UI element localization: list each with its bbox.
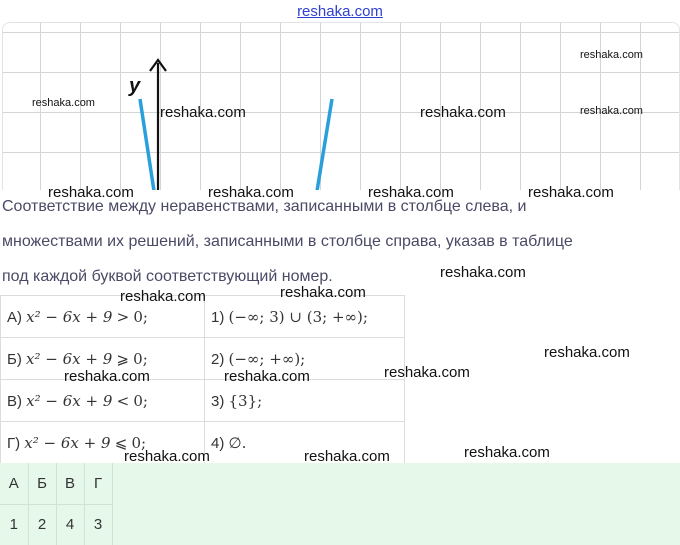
- answer-header-cell: Г: [84, 463, 112, 504]
- answer-value-cell: 1: [0, 504, 28, 545]
- watermark: reshaka.com: [384, 364, 470, 381]
- watermark: reshaka.com: [280, 284, 366, 301]
- graph-panel: [2, 22, 680, 190]
- inequality-sign: <: [116, 391, 130, 410]
- watermark: reshaka.com: [120, 288, 206, 305]
- solution-number: 2): [211, 350, 225, 368]
- parabola-left-branch: [140, 99, 154, 190]
- solution-number: 1): [211, 308, 225, 326]
- inequality-rhs: 0;: [133, 349, 148, 368]
- inequality-rhs: 0;: [131, 433, 147, 452]
- inequality-lhs: x² − 6x + 9: [24, 433, 111, 452]
- site-link[interactable]: reshaka.com: [297, 3, 383, 20]
- watermark: reshaka.com: [32, 97, 95, 109]
- solution-cell: [205, 296, 405, 338]
- watermark: reshaka.com: [420, 104, 506, 121]
- inequality-lhs: x² − 6x + 9: [26, 307, 113, 326]
- answer-header-row: [0, 463, 112, 504]
- task-text-line: множествами их решений, записанными в столбце справа, указав в таблице: [2, 233, 573, 250]
- watermark: reshaka.com: [580, 105, 643, 117]
- parabola-graph: [3, 23, 680, 190]
- solution-number: 4): [211, 434, 225, 452]
- watermark: reshaka.com: [464, 444, 550, 461]
- parabola-right-branch: [317, 99, 332, 190]
- inequality-letter: А): [7, 308, 22, 326]
- inequalities-table: [0, 295, 405, 464]
- inequality-lhs: x² − 6x + 9: [26, 391, 113, 410]
- task-text-line: Соответствие между неравенствами, записанными в столбце слева, и: [2, 198, 527, 215]
- watermark: reshaka.com: [64, 368, 150, 385]
- inequality-cell: [1, 380, 205, 422]
- watermark: reshaka.com: [440, 264, 526, 281]
- task-text-line: под каждой буквой соответствующий номер.: [2, 268, 333, 285]
- y-axis-label: y: [129, 75, 141, 97]
- watermark: reshaka.com: [304, 448, 390, 465]
- inequality-sign: >: [116, 307, 130, 326]
- inequality-rhs: 0;: [133, 307, 148, 326]
- solution-value: ∅.: [228, 433, 247, 452]
- watermark: reshaka.com: [544, 344, 630, 361]
- inequality-letter: Г): [7, 434, 21, 452]
- answer-value-cell: 4: [56, 504, 84, 545]
- solution-value: {3};: [228, 391, 263, 410]
- table-row: [1, 338, 405, 380]
- solution-value: (−∞; 3) ∪ (3; +∞);: [228, 307, 368, 326]
- watermark: reshaka.com: [124, 448, 210, 465]
- watermark: reshaka.com: [224, 368, 310, 385]
- answer-value-cell: 2: [28, 504, 56, 545]
- answer-value-cell: 3: [84, 504, 112, 545]
- watermark: reshaka.com: [580, 49, 643, 61]
- watermark: reshaka.com: [48, 184, 134, 201]
- solution-cell: [205, 380, 405, 422]
- solution-value: (−∞; +∞);: [228, 349, 306, 368]
- answer-header-cell: В: [56, 463, 84, 504]
- answer-value-row: [0, 504, 112, 545]
- answer-header-cell: А: [0, 463, 28, 504]
- watermark: reshaka.com: [368, 184, 454, 201]
- inequality-sign: ⩾: [116, 349, 129, 368]
- watermark: reshaka.com: [208, 184, 294, 201]
- solution-number: 3): [211, 392, 225, 410]
- watermark: reshaka.com: [160, 104, 246, 121]
- answer-header-cell: Б: [28, 463, 56, 504]
- inequality-lhs: x² − 6x + 9: [26, 349, 113, 368]
- inequality-letter: В): [7, 392, 22, 410]
- answer-table: [0, 463, 113, 545]
- table-row: [1, 380, 405, 422]
- inequality-letter: Б): [7, 350, 22, 368]
- inequality-sign: ⩽: [114, 433, 128, 452]
- watermark: reshaka.com: [528, 184, 614, 201]
- inequality-rhs: 0;: [133, 391, 148, 410]
